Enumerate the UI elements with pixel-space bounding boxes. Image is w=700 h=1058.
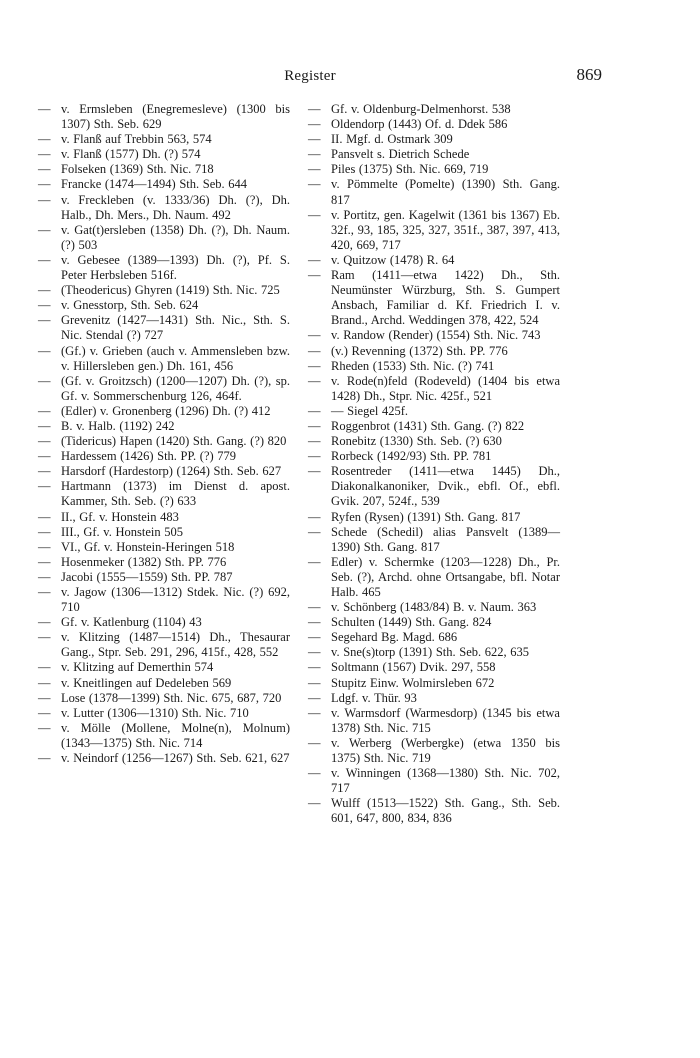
index-entry [38, 434, 290, 449]
index-entry [38, 630, 290, 660]
entry-dash: — [38, 283, 51, 298]
index-entry [308, 615, 560, 630]
entry-text: II. Mgf. d. Ostmark 309 [331, 132, 453, 147]
entry-text: v. Klitzing (1487—1514) Dh., Thesaurar Gang., Stpr. Seb. 291, 296, 415f., 428, 552 [61, 630, 290, 660]
entry-dash: — [308, 373, 321, 388]
entry-text: v. Flanß auf Trebbin 563, 574 [61, 132, 212, 147]
index-entry [308, 630, 560, 645]
entry-text: (Tidericus) Hapen (1420) Sth. Gang. (?) 820 [61, 434, 287, 449]
entry-text: Ronebitz (1330) Sth. Seb. (?) 630 [331, 434, 502, 449]
entry-text: v. Winningen (1368—1380) Sth. Nic. 702, 717 [331, 766, 560, 796]
entry-dash: — [308, 434, 321, 449]
index-column-right [308, 102, 560, 827]
entry-text: v. Kneitlingen auf Dedeleben 569 [61, 675, 232, 690]
entry-text: v. Gat(t)ersleben (1358) Dh. (?), Dh. Naum. (?) 503 [61, 222, 290, 252]
entry-dash: — [308, 147, 321, 162]
entry-text: Edler) v. Schermke (1203—1228) Dh., Pr. Seb. (?), Archd. ohne Ortsangabe, bfl. Notar Halb. 465 [331, 554, 560, 599]
entry-text: Hardessem (1426) Sth. PP. (?) 779 [61, 449, 237, 464]
index-entry [38, 706, 290, 721]
index-entry [308, 208, 560, 253]
index-entry [38, 676, 290, 691]
index-entry [308, 706, 560, 736]
index-entry [38, 615, 290, 630]
entry-text: v. Jagow (1306—1312) Stdek. Nic. (?) 692, 710 [61, 585, 290, 615]
entry-text: Soltmann (1567) Dvik. 297, 558 [331, 660, 496, 675]
entry-text: III., Gf. v. Honstein 505 [61, 524, 184, 539]
entry-text: v. Ermsleben (Enegremesleve) (1300 bis 1307) Sth. Seb. 629 [61, 102, 290, 132]
index-entry [308, 404, 560, 419]
entry-dash: — [308, 509, 321, 524]
entry-dash: — [308, 524, 321, 539]
entry-dash: — [38, 479, 51, 494]
index-entry [308, 691, 560, 706]
entry-dash: — [38, 177, 51, 192]
entry-dash: — [308, 600, 321, 615]
entry-dash: — [308, 735, 321, 750]
entry-dash: — [308, 675, 321, 690]
entry-dash: — [38, 343, 51, 358]
index-entry [38, 464, 290, 479]
index-entry [308, 510, 560, 525]
entry-text: (Edler) v. Gronenberg (1296) Dh. (?) 412 [61, 403, 271, 418]
index-entry [38, 721, 290, 751]
entry-dash: — [308, 207, 321, 222]
entry-dash: — [38, 509, 51, 524]
running-header-title: Register [284, 68, 336, 84]
entry-dash: — [308, 252, 321, 267]
entry-text: Gf. v. Oldenburg-Delmenhorst. 538 [331, 102, 511, 116]
index-entry [308, 117, 560, 132]
entry-text: Lose (1378—1399) Sth. Nic. 675, 687, 720 [61, 690, 282, 705]
index-entry [38, 344, 290, 374]
entry-text: v. Klitzing auf Demerthin 574 [61, 660, 214, 675]
entry-text: v. Portitz, gen. Kagelwit (1361 bis 1367) Eb. 32f., 93, 185, 325, 327, 351f., 387, 397, 413, 420, 669, 717 [331, 207, 560, 252]
entry-text: v. Warmsdorf (Warmesdorp) (1345 bis etwa 1378) Sth. Nic. 715 [331, 705, 560, 735]
entry-dash: — [308, 796, 321, 811]
index-entry [38, 751, 290, 766]
entry-text: v. Pömmelte (Pomelte) (1390) Sth. Gang. 817 [331, 177, 560, 207]
entry-text: VI., Gf. v. Honstein-Heringen 518 [61, 539, 235, 554]
entry-text: Roggenbrot (1431) Sth. Gang. (?) 822 [331, 418, 525, 433]
entry-dash: — [38, 147, 51, 162]
index-entry [38, 253, 290, 283]
entry-dash: — [38, 418, 51, 433]
entry-dash: — [308, 690, 321, 705]
entry-dash: — [308, 268, 321, 283]
entry-dash: — [38, 298, 51, 313]
entry-dash: — [38, 313, 51, 328]
index-entry [38, 313, 290, 343]
entry-text: v. Mölle (Mollene, Molne(n), Molnum) (1343—1375) Sth. Nic. 714 [61, 720, 290, 750]
entry-text: v. Werberg (Werbergke) (etwa 1350 bis 1375) Sth. Nic. 719 [331, 735, 560, 766]
entry-dash: — [308, 464, 321, 479]
entry-text: Ldgf. v. Thür. 93 [331, 690, 417, 705]
index-entry [38, 162, 290, 177]
index-entry [308, 102, 560, 117]
entry-dash: — [38, 524, 51, 539]
entry-dash: — [38, 373, 51, 388]
index-entry [308, 344, 560, 359]
index-entry [308, 796, 560, 826]
entry-dash: — [38, 720, 51, 735]
entry-text: (Gf.) v. Grieben (auch v. Ammensleben bzw. v. Hillersleben gen.) Dh. 161, 456 [61, 343, 290, 373]
entry-dash: — [308, 645, 321, 660]
entry-text: Stupitz Einw. Wolmirsleben 672 [331, 675, 495, 690]
entry-text: v. Rode(n)feld (Rodeveld) (1404 bis etwa 1428) Dh., Stpr. Nic. 425f., 521 [331, 373, 560, 403]
entry-text: v. Flanß (1577) Dh. (?) 574 [61, 147, 201, 162]
entry-dash: — [38, 192, 51, 207]
entry-text: Jacobi (1555—1559) Sth. PP. 787 [61, 569, 233, 584]
index-entry [308, 177, 560, 207]
entry-text: (v.) Revenning (1372) Sth. PP. 776 [331, 343, 508, 358]
index-entry [38, 585, 290, 615]
entry-dash: — [308, 449, 321, 464]
entry-text: v. Sne(s)torp (1391) Sth. Seb. 622, 635 [331, 645, 530, 660]
entry-text: v. Lutter (1306—1310) Sth. Nic. 710 [61, 705, 249, 720]
index-entry [38, 283, 290, 298]
entry-text: B. v. Halb. (1192) 242 [61, 418, 175, 433]
entry-dash: — [308, 615, 321, 630]
entry-text: Folseken (1369) Sth. Nic. 718 [61, 162, 214, 177]
entry-text: (Theodericus) Ghyren (1419) Sth. Nic. 725 [61, 283, 280, 298]
index-entry [308, 600, 560, 615]
entry-dash: — [38, 660, 51, 675]
entry-dash: — [38, 615, 51, 630]
entry-dash: — [308, 117, 321, 132]
entry-dash: — [38, 585, 51, 599]
index-entry [308, 464, 560, 509]
index-entry [38, 193, 290, 223]
entry-dash: — [38, 434, 51, 449]
entry-text: Hosenmeker (1382) Sth. PP. 776 [61, 554, 227, 569]
entry-text: Oldendorp (1443) Of. d. Ddek 586 [331, 117, 508, 132]
entry-text: II., Gf. v. Honstein 483 [61, 509, 179, 524]
entry-dash: — [308, 328, 321, 343]
entry-text: Schulten (1449) Sth. Gang. 824 [331, 615, 492, 630]
entry-text: Grevenitz (1427—1431) Sth. Nic., Sth. S. Nic. Stendal (?) 727 [61, 313, 290, 343]
entry-text: Segehard Bg. Magd. 686 [331, 630, 458, 645]
index-entry [38, 419, 290, 434]
entry-dash: — [308, 358, 321, 373]
entry-dash: — [38, 690, 51, 705]
index-entry [308, 645, 560, 660]
entry-text: v. Freckleben (v. 1333/36) Dh. (?), Dh. Halb., Dh. Mers., Dh. Naum. 492 [61, 192, 290, 222]
entry-dash: — [38, 102, 51, 116]
index-entry [38, 298, 290, 313]
entry-dash: — [38, 449, 51, 464]
entry-text: — Siegel 425f. [331, 403, 409, 418]
entry-dash: — [308, 660, 321, 675]
index-entry [308, 132, 560, 147]
entry-dash: — [38, 464, 51, 479]
entry-dash: — [38, 162, 51, 177]
entry-text: v. Neindorf (1256—1267) Sth. Seb. 621, 627 [61, 751, 290, 766]
entry-dash: — [308, 630, 321, 645]
entry-dash: — [38, 569, 51, 584]
entry-dash: — [308, 132, 321, 147]
entry-dash: — [308, 343, 321, 358]
index-entry [38, 570, 290, 585]
index-entry [38, 147, 290, 162]
entry-dash: — [308, 554, 321, 569]
entry-dash: — [38, 132, 51, 147]
entry-text: Wulff (1513—1522) Sth. Gang., Sth. Seb. 601, 647, 800, 834, 836 [331, 796, 560, 826]
entry-text: Ram (1411—etwa 1422) Dh., Sth. Neumünster Würzburg, Sth. S. Gumpert Ansbach, Familiar d. Kf. Friedrich I. v. Brand., Archd. Weddingen 378, 422, 524 [331, 268, 560, 328]
index-entry [38, 510, 290, 525]
index-entry [38, 660, 290, 675]
entry-text: Schede (Schedil) alias Pansvelt (1389—1390) Sth. Gang. 817 [331, 524, 560, 554]
index-entry [308, 268, 560, 328]
entry-dash: — [38, 630, 51, 645]
entry-text: Harsdorf (Hardestorp) (1264) Sth. Seb. 627 [61, 464, 282, 479]
index-entry [38, 540, 290, 555]
entry-text: Gf. v. Katlenburg (1104) 43 [61, 615, 202, 630]
index-entry [308, 359, 560, 374]
entry-dash: — [38, 705, 51, 720]
entry-dash: — [38, 539, 51, 554]
index-entry [308, 253, 560, 268]
page-number: 869 [576, 65, 602, 84]
entry-text: v. Quitzow (1478) R. 64 [331, 252, 455, 267]
index-entry [308, 525, 560, 555]
entry-text: Rheden (1533) Sth. Nic. (?) 741 [331, 358, 495, 373]
entry-text: Rorbeck (1492/93) Sth. PP. 781 [331, 449, 492, 464]
index-entry [38, 132, 290, 147]
entry-dash: — [308, 705, 321, 720]
index-entry [38, 525, 290, 540]
entry-dash: — [308, 403, 321, 418]
entry-text: v. Gebesee (1389—1393) Dh. (?), Pf. S. Peter Herbsleben 516f. [61, 252, 290, 283]
index-entry [308, 434, 560, 449]
index-column-left [38, 102, 290, 766]
index-entry [38, 404, 290, 419]
index-entry [308, 676, 560, 691]
index-entry [308, 555, 560, 600]
entry-text: Francke (1474—1494) Sth. Seb. 644 [61, 177, 248, 192]
entry-dash: — [308, 162, 321, 177]
index-entry [308, 766, 560, 796]
entry-dash: — [38, 252, 51, 267]
index-entry [38, 555, 290, 570]
index-entry [308, 736, 560, 766]
entry-text: v. Gnesstorp, Sth. Seb. 624 [61, 298, 199, 313]
entry-text: Hartmann (1373) im Dienst d. apost. Kammer, Sth. Seb. (?) 633 [61, 479, 290, 509]
index-entry [38, 691, 290, 706]
entry-dash: — [38, 675, 51, 690]
index-entry [308, 328, 560, 343]
index-entry [308, 449, 560, 464]
index-entry [308, 660, 560, 675]
entry-text: Ryfen (Rysen) (1391) Sth. Gang. 817 [331, 509, 521, 524]
entry-dash: — [308, 418, 321, 433]
entry-text: v. Randow (Render) (1554) Sth. Nic. 743 [331, 328, 541, 343]
index-entry [38, 374, 290, 404]
entry-dash: — [308, 766, 321, 781]
entry-dash: — [38, 751, 51, 766]
index-entry [38, 177, 290, 192]
entry-dash: — [308, 177, 321, 192]
entry-dash: — [38, 222, 51, 237]
index-entry [308, 162, 560, 177]
index-entry [308, 419, 560, 434]
index-entry [38, 449, 290, 464]
entry-text: v. Schönberg (1483/84) B. v. Naum. 363 [331, 600, 537, 615]
entry-text: Pansvelt s. Dietrich Schede [331, 147, 470, 162]
index-entry [38, 479, 290, 509]
entry-dash: — [38, 403, 51, 418]
entry-text: Piles (1375) Sth. Nic. 669, 719 [331, 162, 489, 177]
entry-text: (Gf. v. Groitzsch) (1200—1207) Dh. (?), sp. Gf. v. Sommerschenburg 126, 464f. [61, 373, 290, 403]
index-entry [38, 102, 290, 132]
index-entry [38, 223, 290, 253]
index-entry [308, 374, 560, 404]
entry-dash: — [308, 102, 321, 116]
index-entry [308, 147, 560, 162]
entry-dash: — [38, 554, 51, 569]
entry-text: Rosentreder (1411—etwa 1445) Dh., Diakonalkanoniker, Dvik., ebfl. Of., ebfl. Gvik. 207, 524f., 539 [331, 464, 560, 509]
